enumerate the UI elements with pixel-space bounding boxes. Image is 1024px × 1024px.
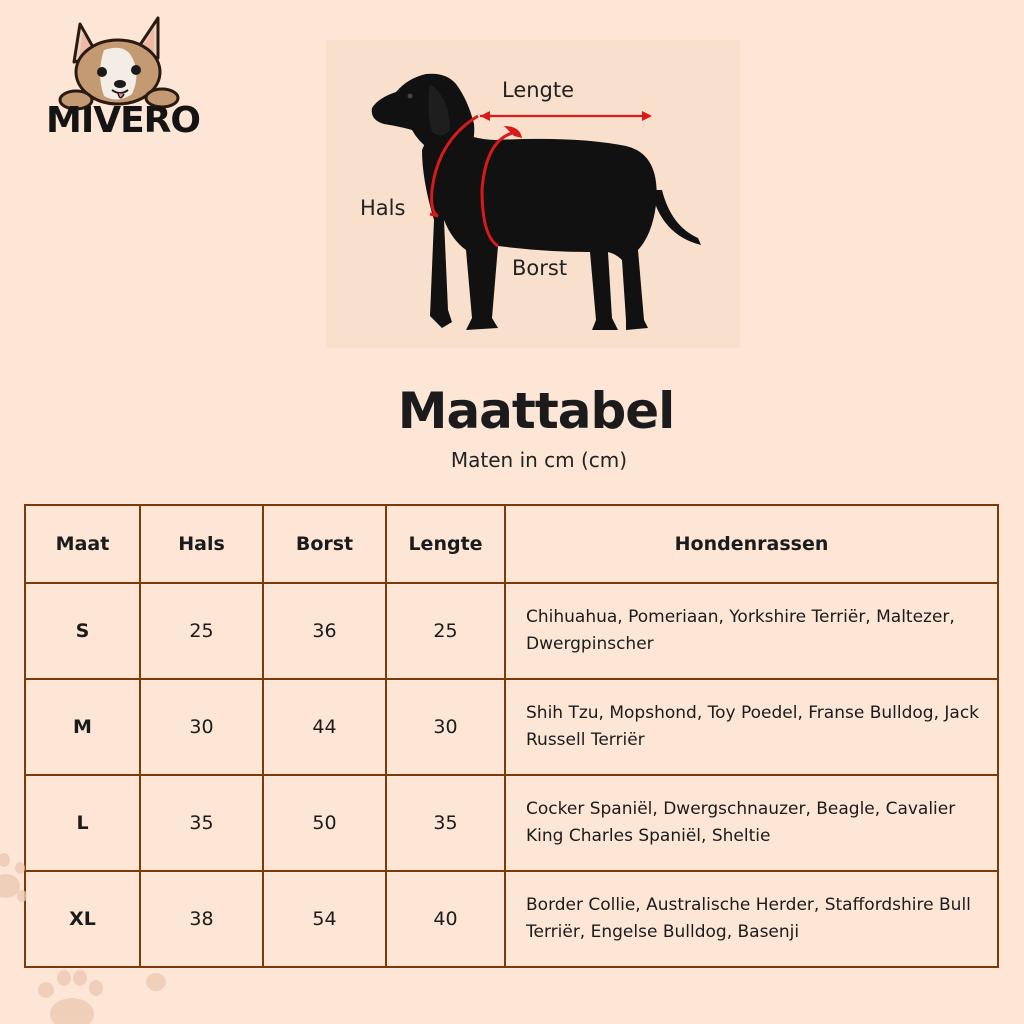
neck-cell: 38 bbox=[140, 871, 263, 967]
measurement-diagram bbox=[326, 40, 740, 348]
header-neck: Hals bbox=[140, 505, 263, 583]
breeds-cell: Chihuahua, Pomeriaan, Yorkshire Terriër, Maltezer, Dwergpinscher bbox=[505, 583, 998, 679]
length-cell: 30 bbox=[386, 679, 505, 775]
neck-cell: 35 bbox=[140, 775, 263, 871]
length-cell: 35 bbox=[386, 775, 505, 871]
size-cell: M bbox=[25, 679, 140, 775]
size-cell: S bbox=[25, 583, 140, 679]
brand-name: MIVERO bbox=[46, 100, 200, 141]
header-chest: Borst bbox=[263, 505, 386, 583]
chest-cell: 36 bbox=[263, 583, 386, 679]
neck-cell: 25 bbox=[140, 583, 263, 679]
chest-cell: 44 bbox=[263, 679, 386, 775]
page-title: Maattabel bbox=[397, 382, 675, 440]
header-breeds: Hondenrassen bbox=[505, 505, 998, 583]
length-cell: 25 bbox=[386, 583, 505, 679]
table-row bbox=[25, 775, 998, 871]
length-label: Lengte bbox=[502, 78, 575, 102]
brand-logo bbox=[46, 14, 206, 142]
table-row bbox=[25, 679, 998, 775]
neck-cell: 30 bbox=[140, 679, 263, 775]
breeds-cell: Border Collie, Australische Herder, Staffordshire Bull Terriër, Engelse Bulldog, Basenji bbox=[505, 871, 998, 967]
paw-print-icon bbox=[0, 846, 40, 916]
header-size: Maat bbox=[25, 505, 140, 583]
paw-print-icon bbox=[34, 964, 174, 1024]
dog-face-icon bbox=[46, 14, 206, 114]
breeds-cell: Shih Tzu, Mopshond, Toy Poedel, Franse Bulldog, Jack Russell Terriër bbox=[505, 679, 998, 775]
header-length: Lengte bbox=[386, 505, 505, 583]
size-table bbox=[24, 504, 999, 968]
neck-label: Hals bbox=[360, 196, 406, 220]
size-cell: L bbox=[25, 775, 140, 871]
table-row bbox=[25, 871, 998, 967]
chest-cell: 54 bbox=[263, 871, 386, 967]
size-cell: XL bbox=[25, 871, 140, 967]
table-header-row bbox=[25, 505, 998, 583]
breeds-cell: Cocker Spaniël, Dwergschnauzer, Beagle, Cavalier King Charles Spaniël, Sheltie bbox=[505, 775, 998, 871]
page-subtitle: Maten in cm (cm) bbox=[450, 448, 628, 472]
chest-label: Borst bbox=[512, 256, 568, 280]
table-row bbox=[25, 583, 998, 679]
length-cell: 40 bbox=[386, 871, 505, 967]
chest-cell: 50 bbox=[263, 775, 386, 871]
